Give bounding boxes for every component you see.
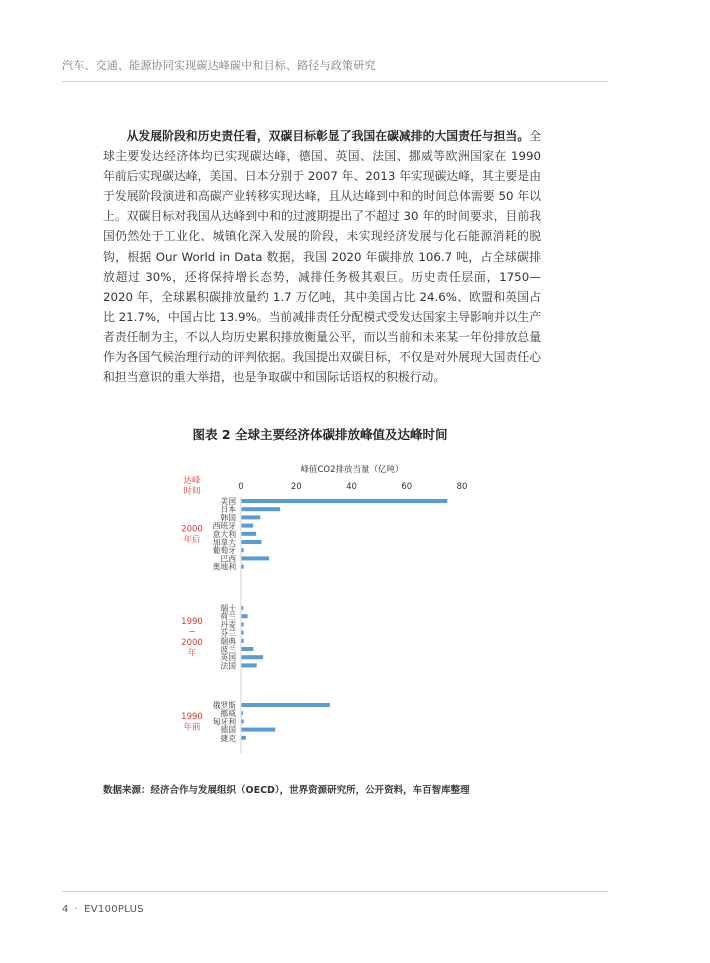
category-label: 瑞士 <box>220 604 236 613</box>
bar <box>242 736 246 740</box>
bar <box>242 719 244 723</box>
category-label: 英国 <box>220 653 236 663</box>
category-label: 加拿大 <box>212 538 236 547</box>
running-header: 汽车、交通、能源协同实现碳达峰碳中和目标、路径与政策研究 <box>62 59 376 72</box>
lead-sentence: 从发展阶段和历史责任看，双碳目标彰显了我国在碳减排的大国责任与担当。 <box>126 129 530 143</box>
group-label: 年 <box>187 648 197 659</box>
category-label: 挪威 <box>220 709 236 719</box>
source-note: 数据来源：经济合作与发展组织（OECD），世界资源研究所，公开资料，车百智库整理 <box>103 785 470 796</box>
group-label: 2000 <box>181 524 203 535</box>
group-label: 1990 <box>181 616 203 627</box>
figure-title: 图表 2 全球主要经济体碳排放峰值及达峰时间 <box>192 427 448 442</box>
category-label: 捷克 <box>220 733 236 743</box>
bar <box>242 540 262 544</box>
category-label: 丹麦 <box>220 620 236 630</box>
category-label: 巴西 <box>220 554 236 564</box>
bar <box>242 532 257 536</box>
category-label: 美国 <box>220 497 236 506</box>
category-label: 匈牙利 <box>212 717 236 727</box>
bar <box>242 515 261 519</box>
bar <box>242 711 243 715</box>
x-tick-label: 0 <box>238 482 244 492</box>
bar <box>242 639 244 643</box>
bar <box>242 507 281 511</box>
footer-brand: EV100PLUS <box>84 904 144 915</box>
footer-separator: · <box>74 904 79 915</box>
bar <box>242 499 448 503</box>
page-footer <box>62 904 144 915</box>
x-tick-label: 20 <box>290 482 302 492</box>
category-label: 俄罗斯 <box>212 701 236 710</box>
bar <box>242 524 254 528</box>
group-label: 2000 <box>181 637 203 648</box>
category-label: 荷兰 <box>220 612 236 622</box>
category-label: 波兰 <box>220 645 236 654</box>
bar <box>242 548 244 552</box>
category-label: 西班牙 <box>212 521 236 531</box>
category-label: 葡萄牙 <box>212 546 236 556</box>
group-label: 1990 <box>181 712 203 723</box>
bar <box>242 728 276 732</box>
page-number: 4 <box>62 904 69 915</box>
bar <box>242 703 330 707</box>
group-label: 年前 <box>183 722 201 733</box>
footer-divider <box>62 891 608 892</box>
x-tick-label: 40 <box>346 482 357 492</box>
bar <box>242 622 244 626</box>
bar <box>242 556 270 560</box>
bar <box>242 631 244 635</box>
bar <box>242 647 254 651</box>
bar <box>242 565 244 569</box>
bar <box>242 655 264 659</box>
category-label: 瑞典 <box>220 636 236 646</box>
chart-title: 峰值CO2排放当量（亿吨） <box>300 465 404 475</box>
group-axis-title: 达峰 <box>183 476 201 486</box>
bar <box>242 614 248 618</box>
category-label: 法国 <box>220 661 236 671</box>
category-label: 奥地利 <box>212 562 236 572</box>
category-label: 意大利 <box>212 529 236 539</box>
paragraph-text: 全球主要发达经济体均已实现碳达峰，德国、英国、法国、挪威等欧洲国家在 1990 年前后实现碳达峰，美国、日本分别于 2007 年、2013 年实现碳达峰，其主要是由于发展阶段演进和高碳产业转移实现达峰，且从达峰到中和的时间总体需要 50 年以上。双碳目标对我国从达峰到中和的过渡期提出了不超过 30 年的时间要求，目前我国仍然处于工业化、城镇化深入发展的阶段，未实现经济发展与化石能源消耗的脱钩，根据 Our World in Data 数据，我国 2020 年碳排放 106.7 吨，占全球碳排放超过 30%，还将保持增长态势，减排任务极其艰巨。历史责任层面，1750—2020 年，全球累积碳排放量约 1.7 万亿吨，其中美国占比 24.6%、欧盟和英国占比 21.7%，中国占比 13.9%。当前减排责任分配模式受发达国家主导影响并以生产者责任制为主，不以人均历史累积排放衡量公平，而以当前和未来某一年份排放总量作为各国气候治理行动的评判依据。我国提出双碳目标，不仅是对外展现大国责任心和担当意识的重大举措，也是争取碳中和国际话语权的积极行动。 <box>103 129 541 385</box>
bar <box>242 606 244 610</box>
group-axis-title: 时间 <box>183 486 201 497</box>
x-tick-label: 80 <box>456 482 468 492</box>
category-label: 芬兰 <box>220 628 236 638</box>
group-label: ~ <box>188 627 196 638</box>
group-label: 年后 <box>183 535 201 546</box>
category-label: 德国 <box>220 725 236 735</box>
x-tick-label: 60 <box>401 482 413 492</box>
header-divider <box>62 81 608 82</box>
category-label: 韩国 <box>220 513 236 523</box>
bar <box>242 663 257 667</box>
category-label: 日本 <box>220 505 236 515</box>
body-paragraph <box>103 126 541 387</box>
